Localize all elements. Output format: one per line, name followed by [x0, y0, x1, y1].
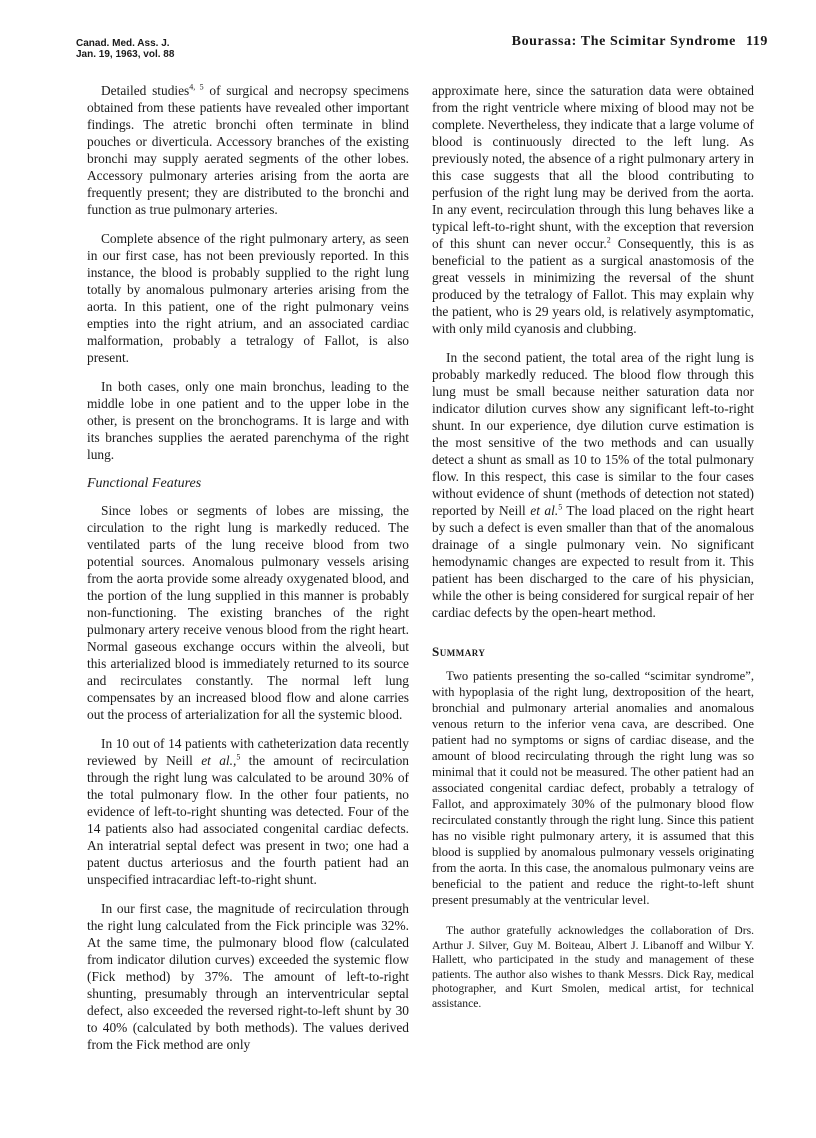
paragraph-approximate: approximate here, since the saturation data were obtained from the right ventricle where mixing of blood may not be complete. Nevertheless, they indicate that a large volume of blood is continuously directed to the left lung. As previously noted, the absence of a right pulmonary artery in this case suggests that all the blood contributing to perfusion of the right lung may be derived from the aorta. In any event, recirculation through this lung behaves like a typical left-to-right shunt, with the exception that reversion of this shunt can never occur.$^2$ Consequently, this is as beneficial to the patient as a surgical anastomosis of the great vessels in minimizing the reversal of the shunt produced by the tetralogy of Fallot. This may explain why the patient, who is 29 years old, is relatively asymptomatic, with only mild cyanosis and clubbing.: [432, 83, 755, 336]
paragraph-complete-absence: Complete absence of the right pulmonary artery, as seen in our first case, has not been previously reported. In this instance, the blood is probably supplied to the right lung totally by anomalous pulmonary arteries arising from the aorta. In this patient, one of the right pulmonary veins empties into the right atrium, and an associated cardiac malformation, probably a tetralogy of Fallot, is also present.: [87, 231, 409, 365]
right-column: [432, 82, 754, 1023]
acknowledgment-paragraph: The author gratefully acknowledges the collaboration of Drs. Arthur J. Silver, Guy M. Boiteau, Albert J. Libanoff and Wilbur Y. Hallett, who participated in the study and management of these patients. The author also wishes to thank Messrs. Dick Ray, medical photographer, and Kurt Smolen, medical artist, for technical assistance.: [432, 924, 754, 1010]
page-number: 119: [745, 34, 768, 49]
citation-superscript: 4, 5: [189, 82, 204, 92]
heading-functional-features: Functional Features: [87, 476, 202, 491]
citation-superscript: 2: [606, 235, 611, 245]
running-title: [470, 34, 768, 50]
left-column: [87, 82, 409, 1065]
paragraph-second-patient: In the second patient, the total area of the right lung is probably markedly reduced. The blood flow through this lung must be small because neither saturation data nor indicator dilution curves show any significant left-to-right shunt. In our experience, dye dilution curve estimation is the most sensitive of the two methods and can usually detect a shunt as small as 10 to 15% of the total pulmonary flow. In this respect, this case is similar to the four cases without evidence of shunt (methods of detection not stated) reported by Neill et al.$^5$ The load placed on the right heart by such a defect is even smaller than that of the anomalous drainage of a single pulmonary vein. No significant hemodynamic changes are expected to result from it. This patient has been discharged to the care of his physician, while the other is being considered for surgical repair of her cardiac defects by the open-heart method.: [432, 350, 754, 620]
citation-superscript: 5: [558, 502, 563, 512]
paragraph-detailed-studies: Detailed studies$^{4, 5}$ of surgical and necropsy specimens obtained from these patients have revealed other important findings. The atretic bronchi often terminate in blind pouches or diverticula. Accessory branches of the existing bronchi may supply aerated segments of the other lobes. Accessory pulmonary arteries arising from the aorta are frequently present; they are distributed to the bronchi and function as true pulmonary arteries.: [87, 82, 409, 217]
heading-summary: Summary: [432, 644, 486, 659]
journal-name: Canad. Med. Ass. J.: [76, 38, 170, 49]
summary-paragraph: Two patients presenting the so-called “scimitar syndrome”, with hypoplasia of the right lung, dextroposition of the heart, bronchial and pulmonary arterial anomalies and anomalous venous return to the inferior vena cava, are described. One patient had no symptoms or signs of cardiac disease, and the amount of blood recirculating through the right lung was so minimal that it could not be measured. The other patient had an associated congenital cardiac defect, probably a tetralogy of Fallot, and approximately 30% of the pulmonary blood flow recirculated constantly through the right lung. Since this patient has no visible right pulmonary artery, it is assumed that this blood is supplied by anomalous pulmonary vessels originating from the aorta. In this case, the anomalous pulmonary veins are beneficial to the patient and reduce the right-to-left shunt present presumably at the ventricular level.: [432, 669, 754, 907]
paragraph-lobes-missing: Since lobes or segments of lobes are missing, the circulation to the right lung is markedly reduced. The ventilated parts of the lung receive blood from two potential sources. Anomalous pulmonary vessels arising from the aorta provide some already oxygenated blood, and the portion of the lung supplied in this manner is probably non-functioning. The existing branches of the right pulmonary artery receive venous blood from the right heart. Normal gaseous exchange occurs within the alveoli, but this arterialized blood is immediately returned to its source and recirculates constantly. The normal left lung compensates by an increased blood flow and alone carries out the process of arterialization for all the systemic blood.: [87, 503, 409, 722]
paragraph-first-case: In our first case, the magnitude of recirculation through the right lung calculated from the Fick principle was 32%. At the same time, the pulmonary blood flow (calculated from indicator dilution curves) exceeded the systemic flow (Fick method) by 37%. The amount of left-to-right shunting, presumably through an interventricular septal defect, also exceeded the reversed right-to-left shunt by 30 to 40% (calculated by both methods). The values derived from the Fick method are only: [87, 901, 409, 1052]
article-running-title: Bourassa: The Scimitar Syndrome: [511, 34, 736, 49]
journal-citation: [76, 38, 174, 60]
journal-issue: Jan. 19, 1963, vol. 88: [76, 49, 175, 60]
citation-superscript: 5: [236, 752, 241, 762]
paragraph-both-cases: In both cases, only one main bronchus, leading to the middle lobe in one patient and to the upper lobe in the other, is present on the bronchograms. It is large and with its branches supplies the aerated parenchyma of the right lung.: [87, 379, 409, 462]
paragraph-catheterization-data: In 10 out of 14 patients with catheterization data recently reviewed by Neill et al.,$^5$ the amount of recirculation through the right lung was calculated to be around 30% of the total pulmonary flow. In the other four patients, no evidence of left-to-right shunting was detected. Four of the 14 patients also had associated congenital cardiac defects. An interatrial septal defect was present in two; one had a patent ductus arteriosus and the fourth patient had an unspecified intracardiac left-to-right shunt.: [87, 736, 410, 887]
